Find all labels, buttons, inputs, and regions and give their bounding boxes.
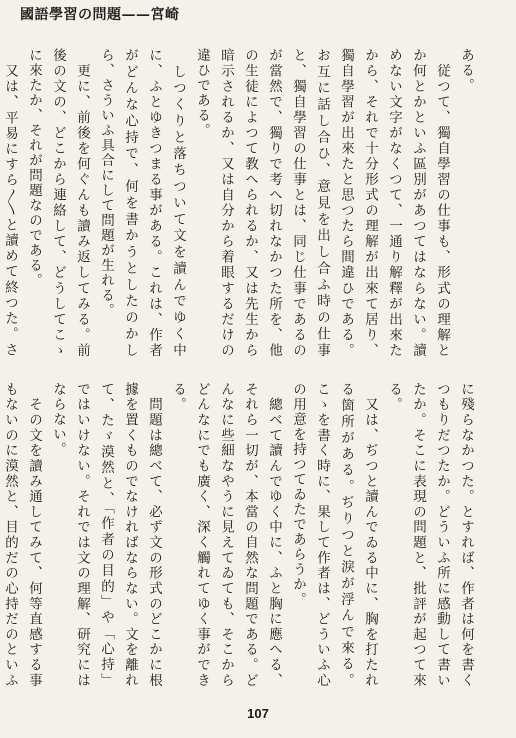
running-header: 國語學習の問題——宮崎 bbox=[20, 7, 180, 23]
upper-text-block: ある。 従つて、獨自學習の仕事も、形式の理解とか何とかといふ區別があつてはならない。讀めない文字がなくつて、一通り解釋が出來たから、それで十分形式の理解が出來て居り、獨自學習が出來たと思つたら間違ひである。お互に話し合ひ、意見を出し合ふ時の仕事と、獨自學習の仕事とは、同じ仕事であるのが當然で、獨りで考へ切れなかつた所を、他の生徒によつて教へられるか、又は先生から暗示されるか、又は自分から着眼するだけの違ひである。 しつくりと落ちついて文を讀んでゆく中に、ふとゆきつまる事がある。これは、作者がどんな心持で、何を書かうとしたのかしら、さういふ具合にして問題が生れる。 更に、前後を何ぐんも讀み返してみる。前後の文の、どこから連絡して、どうしてこゝに來たか、それが問題なのである。 又は、平易にすら〳〵と讀めて終つた。さ bbox=[2, 48, 474, 358]
page-number: 107 bbox=[247, 706, 269, 721]
lower-text-block: に殘らなかつた。とすれば、作者は何を書くつもりだつたか。どういふ所に感動して書いたか。そこに表現の問題と、批評が起つて來る。 又は、ぢつと讀んでゐる中に、胸を打たれる箇所がある。ぢりつと淚が浮んで來る。こゝを書く時に、果して作者は、どういふ心の用意を持つてゐたであらうか。 總べて讀んでゆく中に、ふと胸に應へる、それら一切が、本當の自然な問題である。どんなに些細なやうに見えてゐても、そこからどんなにでも廣く、深く觸れてゆく事ができる。 問題は總べて、必ず文の形式のどこかに根據を置くものでなければならない。文を離れて、たゞ漠然と、「作者の目的」や「心持」ではいけない。それでは文の理解、研究にはならない。 その文を讀み通してみて、何等直感する事もないのに漠然と、目的だの心持だのといふ bbox=[2, 382, 474, 689]
